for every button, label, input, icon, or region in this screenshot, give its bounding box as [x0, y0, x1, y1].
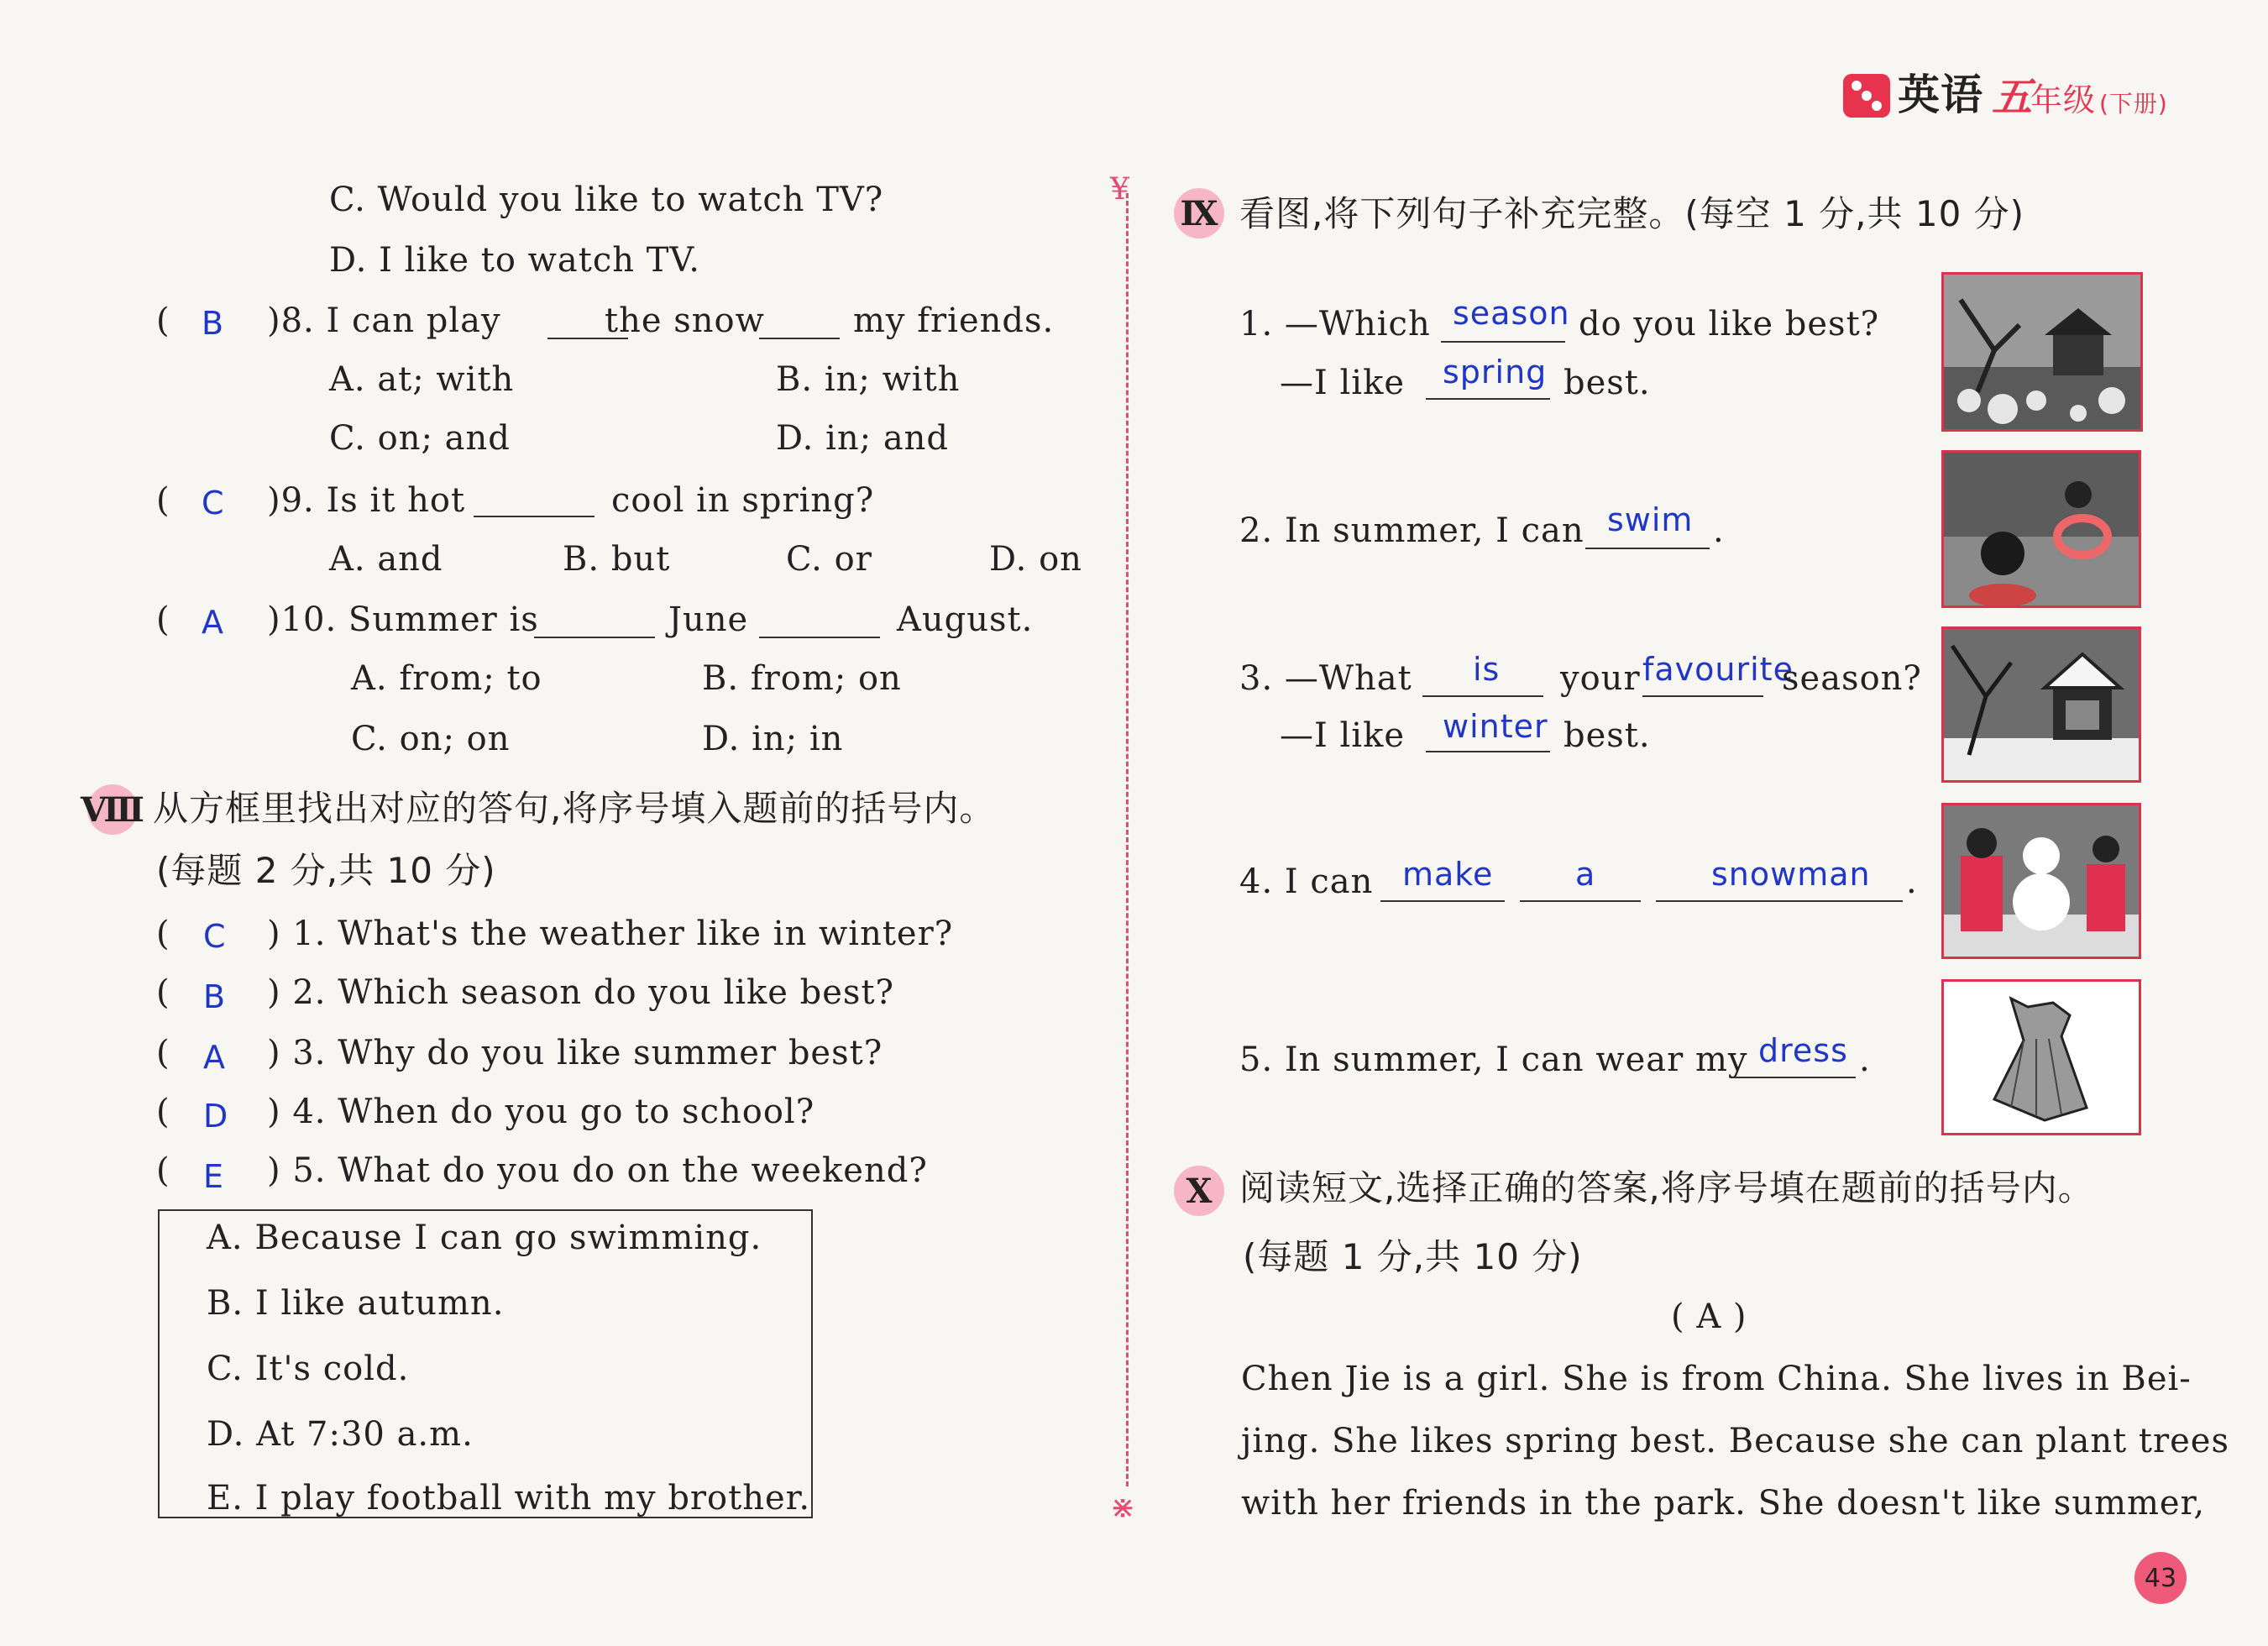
q10-option-a: A. from; to [351, 659, 542, 698]
s9-q1b-blank [1426, 398, 1550, 400]
s8-item1-answer: C [203, 918, 227, 955]
dress-illustration [1944, 982, 2139, 1133]
s9-q3b-answer: winter [1443, 708, 1548, 745]
q9-option-c: C. or [786, 540, 872, 579]
s9-q1a-blank [1441, 341, 1565, 343]
s9-q4-answer-3: snowman [1711, 856, 1871, 893]
header-volume: (下册) [2099, 90, 2168, 118]
q8-stem-b: the snow [605, 301, 765, 340]
section10-score: (每题 1 分,共 10 分) [1243, 1236, 1583, 1277]
answer-options-box [158, 1209, 813, 1518]
s8-item3-open-paren: ( [156, 1034, 170, 1072]
dice-logo-icon [1843, 74, 1890, 118]
s9-q3b-post: best. [1564, 716, 1651, 755]
s9-q2-blank [1585, 548, 1710, 549]
q10-open-paren: ( [156, 600, 170, 639]
q10-answer: A [202, 604, 224, 641]
winter-pavilion-picture [1941, 626, 2141, 783]
s8-item2-open-paren: ( [156, 973, 170, 1012]
s9-q4-blank-1 [1380, 900, 1505, 902]
header-grade-char: 五 [1992, 74, 2034, 121]
q10-option-b: B. from; on [702, 659, 902, 698]
s9-q1b-pre: —I like [1280, 364, 1406, 402]
q10-blank-1 [534, 637, 655, 638]
q10-option-d: D. in; in [702, 720, 844, 758]
q9-open-paren: ( [156, 481, 170, 520]
swimming-kids-illustration [1944, 453, 2139, 605]
box-option-c: C. It's cold. [207, 1350, 410, 1388]
section8-title: 从方框里找出对应的答句,将序号填入题前的括号内。 [153, 788, 996, 829]
box-option-b: B. I like autumn. [207, 1284, 505, 1323]
divider-bottom-arrow-icon: ⋇ [1110, 1491, 1136, 1525]
q7-option-c: C. Would you like to watch TV? [329, 181, 884, 219]
section8-numeral: Ⅷ [87, 784, 138, 835]
s9-q1a-post: do you like best? [1579, 305, 1880, 343]
passage-label: ( A ) [1671, 1297, 1747, 1336]
s8-item3-answer: A [203, 1039, 226, 1076]
section8-score: (每题 2 分,共 10 分) [156, 850, 496, 891]
q8-open-paren: ( [156, 301, 170, 340]
s9-q4-blank-3 [1656, 900, 1903, 902]
s9-q3a-post: season? [1782, 659, 1922, 698]
s8-item2-answer: B [203, 978, 227, 1015]
q10-stem-b: June [668, 600, 749, 639]
q9-option-b: B. but [563, 540, 671, 579]
page-divider [1126, 193, 1129, 1486]
winter-pavilion-illustration [1944, 629, 2139, 780]
header-grade-suffix: 年级 [2030, 81, 2097, 118]
s8-item2-text: ) 2. Which season do you like best? [267, 973, 894, 1012]
s9-q4-blank-2 [1520, 900, 1641, 902]
s9-q5-post: . [1859, 1041, 1871, 1079]
q8-blank-2 [759, 338, 840, 339]
q9-stem-a: )9. Is it hot [267, 481, 466, 520]
dress-picture [1941, 979, 2141, 1135]
q9-option-d: D. on [989, 540, 1082, 579]
s9-q5-answer: dress [1758, 1032, 1848, 1069]
section10-title: 阅读短文,选择正确的答案,将序号填在题前的括号内。 [1239, 1167, 2094, 1208]
s8-item4-answer: D [203, 1098, 229, 1135]
s9-q5-blank [1733, 1077, 1856, 1078]
snowman-picture [1941, 803, 2141, 959]
s8-item5-text: ) 5. What do you do on the weekend? [267, 1151, 928, 1190]
q7-option-d: D. I like to watch TV. [329, 241, 700, 280]
q10-stem-a: )10. Summer is [267, 600, 539, 639]
s9-q4-answer-2: a [1575, 856, 1596, 893]
s9-q3b-pre: —I like [1280, 716, 1406, 755]
q9-option-a: A. and [329, 540, 443, 579]
s9-q3a-answer-1: is [1473, 651, 1501, 688]
passage-line-2: jing. She likes spring best. Because she can plant trees [1241, 1422, 2229, 1460]
snowman-illustration [1944, 805, 2139, 957]
header-subject: 英语 [1898, 71, 1983, 119]
q9-blank [474, 516, 594, 517]
passage-line-3: with her friends in the park. She doesn't like summer, [1241, 1484, 2206, 1523]
passage-line-1: Chen Jie is a girl. She is from China. She lives in Bei- [1241, 1360, 2192, 1398]
snowy-pavilion-picture [1941, 272, 2143, 432]
q10-blank-2 [759, 637, 880, 638]
q8-stem-c: my friends. [853, 301, 1055, 340]
q8-answer: B [202, 305, 225, 342]
s9-q4-post: . [1906, 862, 1918, 901]
q8-option-d: D. in; and [776, 419, 950, 458]
snowy-pavilion-illustration [1944, 275, 2140, 429]
s8-item4-text: ) 4. When do you go to school? [267, 1093, 815, 1131]
q10-stem-c: August. [897, 600, 1034, 639]
s8-item1-open-paren: ( [156, 915, 170, 953]
section9-numeral: Ⅸ [1174, 188, 1224, 239]
s9-q3a-mid: your [1560, 659, 1641, 698]
s9-q2-post: . [1713, 511, 1725, 550]
s9-q3a-pre: 3. —What [1239, 659, 1412, 698]
swimming-kids-picture [1941, 450, 2141, 608]
box-option-e: E. I play football with my brother. [207, 1479, 811, 1518]
s9-q4-answer-1: make [1402, 856, 1494, 893]
q9-answer: C [202, 485, 225, 522]
q8-option-b: B. in; with [776, 360, 961, 399]
q8-stem-a: )8. I can play [267, 301, 501, 340]
s9-q3a-blank-2 [1642, 695, 1763, 697]
s9-q3a-answer-2: favourite [1642, 651, 1794, 688]
s8-item3-text: ) 3. Why do you like summer best? [267, 1034, 883, 1072]
q9-stem-b: cool in spring? [611, 481, 875, 520]
s8-item4-open-paren: ( [156, 1093, 170, 1131]
box-option-d: D. At 7:30 a.m. [207, 1415, 474, 1454]
s9-q2-pre: 2. In summer, I can [1239, 511, 1584, 550]
s8-item5-answer: E [203, 1158, 225, 1195]
s8-item5-open-paren: ( [156, 1151, 170, 1190]
q8-option-a: A. at; with [329, 360, 515, 399]
s8-item1-text: ) 1. What's the weather like in winter? [267, 915, 954, 953]
s9-q1b-answer: spring [1443, 354, 1548, 391]
box-option-a: A. Because I can go swimming. [207, 1219, 762, 1257]
s9-q1a-pre: 1. —Which [1239, 305, 1431, 343]
s9-q3a-blank-1 [1422, 695, 1543, 697]
q10-option-c: C. on; on [351, 720, 511, 758]
s9-q3b-blank [1426, 751, 1550, 752]
s9-q1a-answer: season [1453, 295, 1570, 332]
q8-option-c: C. on; and [329, 419, 511, 458]
s9-q5-pre: 5. In summer, I can wear my [1239, 1041, 1748, 1079]
section10-numeral: Ⅹ [1174, 1166, 1224, 1216]
s9-q2-answer: swim [1607, 501, 1694, 538]
page-number: 43 [2134, 1552, 2187, 1604]
divider-top-arrow-icon: ¥ [1110, 172, 1129, 207]
s9-q1b-post: best. [1564, 364, 1651, 402]
section9-title: 看图,将下列句子补充完整。(每空 1 分,共 10 分) [1239, 193, 2025, 234]
s9-q4-pre: 4. I can [1239, 862, 1374, 901]
